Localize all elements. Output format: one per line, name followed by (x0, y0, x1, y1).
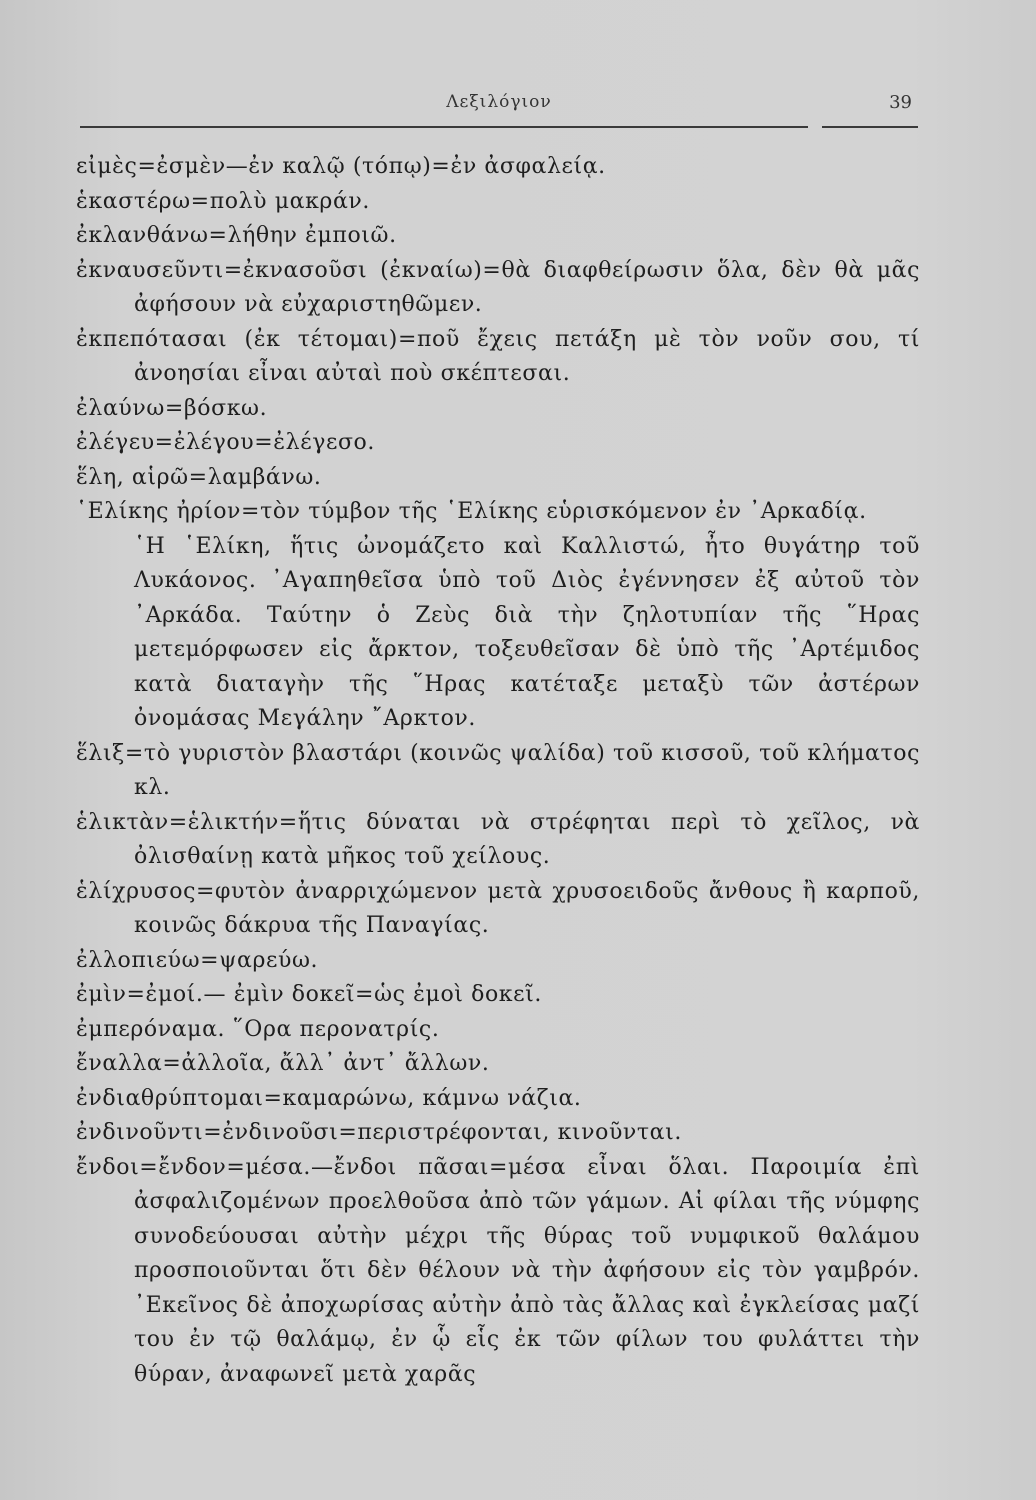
glossary-entry: ἐκλανθάνω=λήθην ἐμποιῶ. (76, 223, 397, 248)
page-header (80, 92, 918, 132)
header-rule-short (822, 126, 918, 128)
glossary-entry: ἐνδινοῦντι=ἐνδινοῦσι=περιστρέφονται, κινοῦνται. (76, 1120, 682, 1145)
page-number: 39 (889, 92, 912, 113)
glossary-entry: ἔνδοι=ἔνδον=μέσα.—ἔνδοι πᾶσαι=μέσα εἶναι ὅλαι. Παροιμία ἐπὶ ἀσφαλιζομένων προελθοῦσα ἀπὸ τῶν γάμων. Αἱ φίλαι τῆς νύμφης συνοδεύουσαι αὐτὴν μέχρι τῆς θύρας τοῦ νυμφικοῦ θαλάμου προσποιοῦνται ὅτι δὲν θέλουν νὰ τὴν ἀφήσουν εἰς τὸν γαμβρόν. ᾿Εκεῖνος δὲ ἀποχωρίσας αὐτὴν ἀπὸ τὰς ἄλλας καὶ ἐγκλείσας μαζί του ἐν τῷ θαλάμῳ, ἐν ᾧ εἷς ἐκ τῶν φίλων του φυλάττει τὴν θύραν, ἀναφωνεῖ μετὰ χαρᾶς (76, 1154, 920, 1387)
running-title: Λεξιλόγιον (446, 92, 552, 112)
glossary-entries (76, 150, 920, 1392)
glossary-entry: ἕλιξ=τὸ γυριστὸν βλαστάρι (κοινῶς ψαλίδα) τοῦ κισσοῦ, τοῦ κλήματος κλ. (76, 740, 920, 800)
glossary-entry: ἑλίχρυσος=φυτὸν ἀναρριχώμενον μετὰ χρυσοειδοῦς ἄνθους ἢ καρποῦ, κοινῶς δάκρυα τῆς Παναγίας. (76, 878, 920, 938)
glossary-entry: ἐνδιαθρύπτομαι=καμαρώνω, κάμνω νάζια. (76, 1085, 582, 1111)
glossary-entry: ἔναλλα=ἀλλοῖα, ἄλλ᾿ ἀντ᾿ ἄλλων. (76, 1051, 490, 1076)
glossary-entry: εἰμὲς=ἐσμὲν—ἐν καλῷ (τόπῳ)=ἐν ἀσφαλείᾳ. (76, 154, 606, 179)
glossary-entry-note: ῾Η ῾Ελίκη, ἥτις ὠνομάζετο καὶ Καλλιστώ, ἦτο θυγάτηρ τοῦ Λυκάονος. ᾿Αγαπηθεῖσα ὑπὸ τοῦ Διὸς ἐγέννησεν ἐξ αὐτοῦ τὸν ᾿Αρκάδα. Ταύτην ὁ Ζεὺς διὰ τὴν ζηλοτυπίαν τῆς ῞Ηρας μετεμόρφωσεν εἰς ἄρκτον, τοξευθεῖσαν δὲ ὑπὸ τῆς ᾿Αρτέμιδος κατὰ διαταγὴν τῆς ῞Ηρας κατέταξε μεταξὺ τῶν ἀστέρων ὀνομάσας Μεγάλην ῎Αρκτον. (134, 533, 920, 731)
glossary-entry: ἐμὶν=ἐμοί.— ἐμὶν δοκεῖ=ὡς ἐμοὶ δοκεῖ. (76, 982, 542, 1007)
glossary-entry: ἐκναυσεῦντι=ἐκνασοῦσι (ἐκναίω)=θὰ διαφθείρωσιν ὅλα, δὲν θὰ μᾶς ἀφήσουν νὰ εὐχαριστηθῶμεν. (76, 257, 920, 317)
glossary-entry: ἑλικτὰν=ἑλικτήν=ἥτις δύναται νὰ στρέφηται περὶ τὸ χεῖλος, νὰ ὀλισθαίνῃ κατὰ μῆκος τοῦ χείλους. (76, 809, 920, 869)
glossary-entry: ῾Ελίκης ἠρίον=τὸν τύμβον τῆς ῾Ελίκης εὑρισκόμενον ἐν ᾿Αρκαδίᾳ. (76, 499, 867, 524)
header-rule (80, 126, 808, 128)
glossary-entry: ἐλέγευ=ἐλέγου=ἐλέγεσο. (76, 430, 375, 455)
glossary-entry: ἕλη, αἱρῶ=λαμβάνω. (76, 464, 322, 490)
glossary-entry: ἐλαύνω=βόσκω. (76, 395, 268, 421)
glossary-entry: ἐμπερόναμα. ῞Ορα περονατρίς. (76, 1016, 440, 1042)
glossary-entry: ἐκπεπότασαι (ἐκ τέτομαι)=ποῦ ἔχεις πετάξη μὲ τὸν νοῦν σου, τί ἀνοησίαι εἶναι αὐταὶ ποὺ σκέπτεσαι. (76, 326, 920, 386)
glossary-entry: ἑκαστέρω=πολὺ μακράν. (76, 188, 370, 214)
glossary-entry: ἐλλοπιεύω=ψαρεύω. (76, 947, 319, 973)
